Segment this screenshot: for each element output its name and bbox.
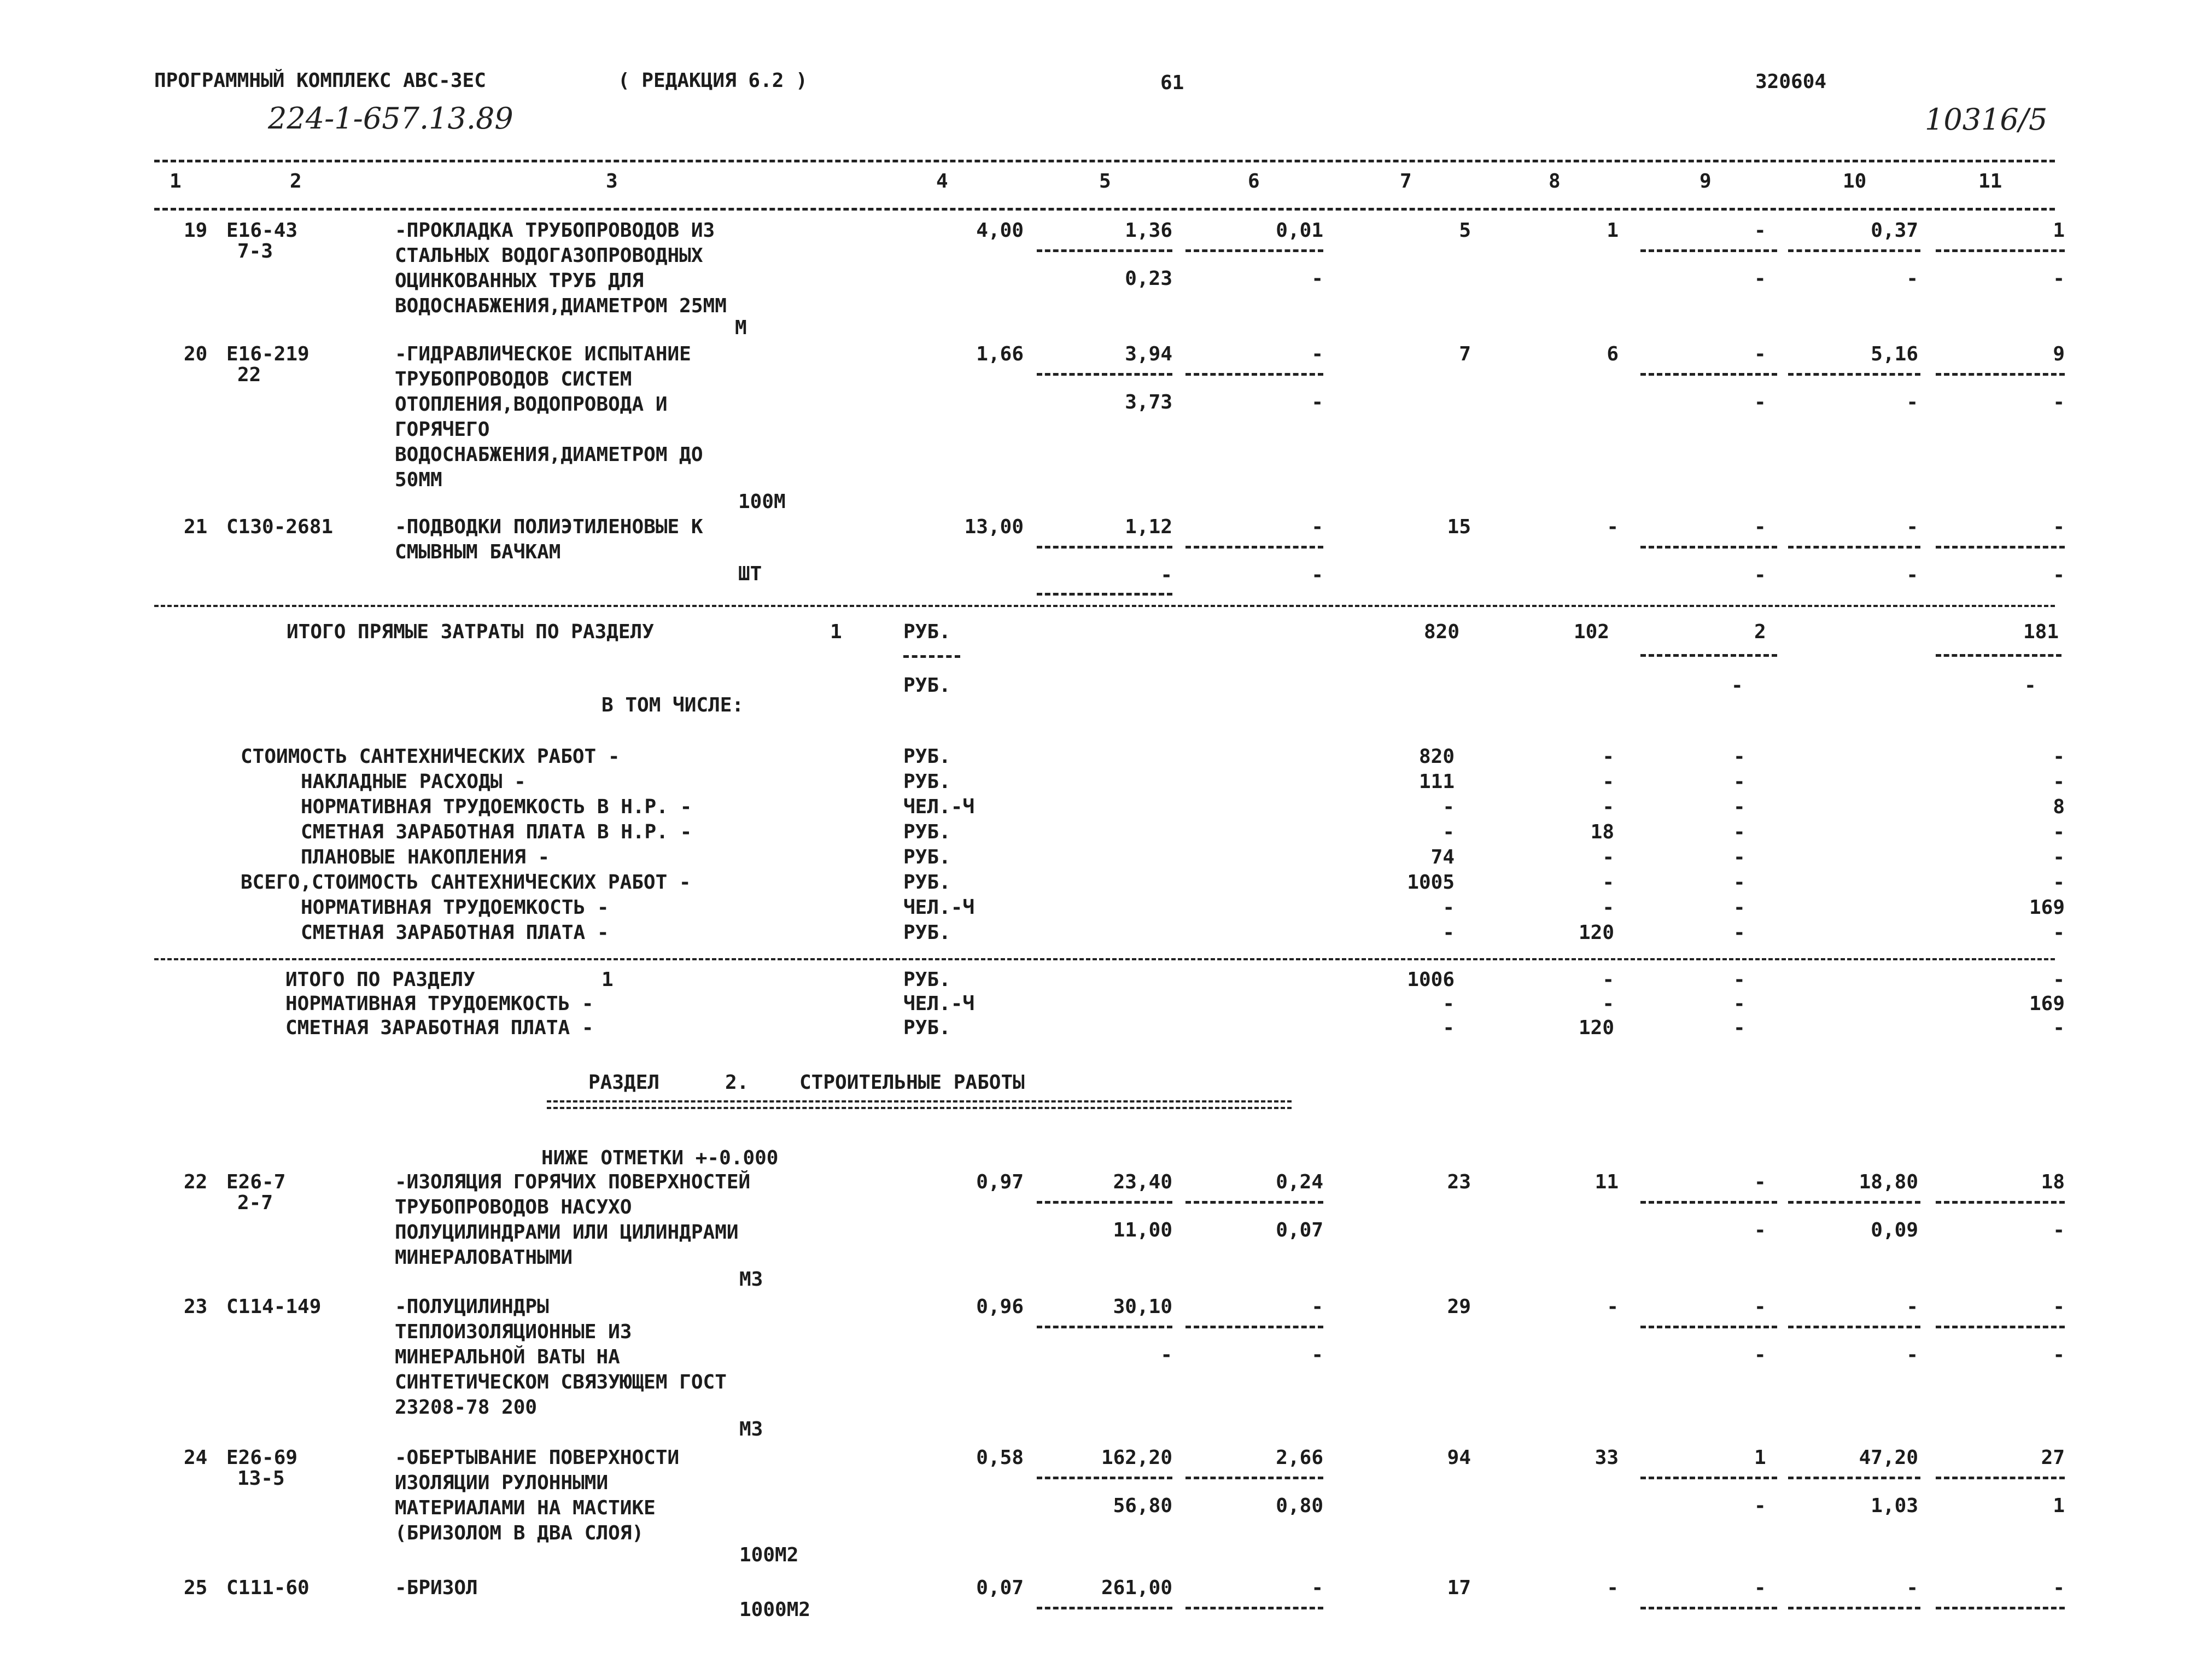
total-direct-col11-b: -	[2024, 674, 2036, 697]
row-rule-c6	[1185, 1201, 1323, 1204]
summary-col8: -	[1602, 796, 1614, 818]
total-direct-unit: РУБ.	[903, 621, 951, 643]
row-col-qty: 0,96	[976, 1296, 1024, 1318]
total-direct-col9: 2	[1754, 621, 1766, 643]
row-col-c6b: -	[1311, 391, 1323, 413]
summary-col7: -	[1442, 821, 1455, 843]
row-code: С130-2681	[226, 516, 334, 538]
row-description: -БРИЗОЛ	[395, 1577, 478, 1599]
total-direct-col11: 181	[2023, 621, 2059, 643]
row-col-c8: -	[1607, 516, 1619, 538]
summary-col7: 111	[1418, 771, 1455, 793]
row-description: СМЫВНЫМ БАЧКАМ	[395, 541, 561, 563]
total-direct-section: 1	[830, 621, 842, 643]
row-description: (БРИЗОЛОМ В ДВА СЛОЯ)	[395, 1522, 644, 1544]
row-rule-c6	[1185, 249, 1323, 252]
summary-col9: -	[1733, 896, 1745, 919]
row-description: ТЕПЛОИЗОЛЯЦИОННЫЕ ИЗ	[395, 1321, 632, 1343]
row-rule-c5-2	[1037, 593, 1172, 596]
section-total-col8: -	[1602, 969, 1614, 991]
column-header: 4	[936, 170, 948, 192]
row-rule-c11	[1936, 1326, 2065, 1328]
row-col-c5: 261,00	[1101, 1577, 1172, 1599]
column-header: 3	[606, 170, 618, 192]
section2-double-rule-top	[547, 1100, 1292, 1102]
row-unit: ШТ	[738, 563, 762, 585]
row-col-c9: -	[1754, 1171, 1766, 1193]
column-header: 8	[1549, 170, 1561, 192]
summary-col9: -	[1733, 846, 1745, 868]
summary-col9: -	[1733, 745, 1745, 768]
column-header: 11	[1978, 170, 2002, 192]
row-rule-c9	[1640, 1477, 1777, 1479]
summary-col7: -	[1442, 796, 1455, 818]
row-col-c7: 7	[1459, 343, 1471, 365]
row-code: Е26-7	[226, 1171, 286, 1193]
row-description: -ПОЛУЦИЛИНДРЫ	[395, 1296, 549, 1318]
row-rule-c10	[1788, 1607, 1920, 1609]
summary-col11: -	[2053, 846, 2065, 868]
column-header: 10	[1843, 170, 1867, 192]
row-col-c11b: 1	[2053, 1495, 2065, 1517]
row-col-c10: -	[1906, 516, 1918, 538]
edition-label: ( РЕДАКЦИЯ 6.2 )	[618, 69, 808, 92]
document-code: 320604	[1755, 71, 1827, 93]
section-total-label: ИТОГО ПО РАЗДЕЛУ	[285, 969, 475, 991]
header-bottom-rule	[154, 208, 2055, 211]
summary-col7: 74	[1430, 846, 1455, 868]
row-col-c11: 27	[2041, 1446, 2065, 1469]
row-rule-c5	[1037, 1201, 1172, 1204]
row-col-c10b: 0,09	[1871, 1219, 1918, 1241]
total-direct-col8: 102	[1574, 621, 1610, 643]
row-rule-c9	[1640, 373, 1777, 376]
row-col-qty: 0,58	[976, 1446, 1024, 1469]
summary-col7: -	[1442, 921, 1455, 944]
row-col-c6: 0,24	[1276, 1171, 1323, 1193]
row-col-c11b: -	[2053, 1344, 2065, 1366]
summary-unit: ЧЕЛ.-Ч	[903, 796, 975, 818]
row-col-c9: -	[1754, 1577, 1766, 1599]
summary-unit: РУБ.	[903, 821, 951, 843]
row-col-c9: 1	[1754, 1446, 1766, 1469]
row-col-c7: 23	[1447, 1171, 1471, 1193]
row-col-c11b: -	[2053, 267, 2065, 290]
row-rule-c6	[1185, 1326, 1323, 1328]
row-description: ОТОПЛЕНИЯ,ВОДОПРОВОДА И	[395, 393, 668, 416]
row-rule-c9	[1640, 1201, 1777, 1204]
row-col-c10: 5,16	[1871, 343, 1918, 365]
row-col-c10: -	[1906, 1296, 1918, 1318]
row-col-c6: 0,01	[1276, 219, 1323, 242]
total-direct-label: ИТОГО ПРЯМЫЕ ЗАТРАТЫ ПО РАЗДЕЛУ	[287, 621, 654, 643]
row-rule-c11	[1936, 1201, 2065, 1204]
summary-col11: -	[2053, 921, 2065, 944]
summary-col7: -	[1442, 896, 1455, 919]
row-number: 21	[184, 516, 208, 538]
row-code: С111-60	[226, 1577, 309, 1599]
row-description: -ПОДВОДКИ ПОЛИЭТИЛЕНОВЫЕ К	[395, 516, 703, 538]
section2-subheading: НИЖЕ ОТМЕТКИ +-0.000	[541, 1147, 779, 1169]
section-total-label: НОРМАТИВНАЯ ТРУДОЕМКОСТЬ -	[285, 993, 594, 1015]
summary-col8: -	[1602, 871, 1614, 894]
row-col-c5: 1,12	[1125, 516, 1172, 538]
row-col-c11: -	[2053, 516, 2065, 538]
section-total-rule	[154, 958, 2055, 960]
row-col-c5b: 3,73	[1125, 391, 1172, 413]
row-col-c10: 47,20	[1859, 1446, 1918, 1469]
row-col-c9b: -	[1754, 267, 1766, 290]
row-col-c11b: -	[2053, 391, 2065, 413]
row-col-c10: -	[1906, 1577, 1918, 1599]
row-col-c5b: -	[1160, 564, 1172, 586]
row-rule-c11	[1936, 1607, 2065, 1609]
section2-title: СТРОИТЕЛЬНЫЕ РАБОТЫ	[799, 1071, 1025, 1094]
column-header: 9	[1699, 170, 1712, 192]
handwritten-sheet-number: 10316/5	[1925, 102, 2048, 137]
row-rule-c6	[1185, 1607, 1323, 1609]
row-description: МАТЕРИАЛАМИ НА МАСТИКЕ	[395, 1497, 656, 1519]
total-direct-col7: 820	[1424, 621, 1460, 643]
summary-col9: -	[1733, 921, 1745, 944]
row-col-c5b: -	[1160, 1344, 1172, 1366]
row-col-c7: 5	[1459, 219, 1471, 242]
total-direct-col9-rule	[1640, 654, 1777, 657]
row-col-c9b: -	[1754, 564, 1766, 586]
summary-col11: 8	[2053, 796, 2065, 818]
row-rule-c9	[1640, 249, 1777, 252]
row-rule-c10	[1788, 249, 1920, 252]
total-direct-rule	[154, 605, 2055, 607]
section-total-col9: -	[1733, 1017, 1745, 1039]
summary-col8: -	[1602, 896, 1614, 919]
row-description: -ГИДРАВЛИЧЕСКОЕ ИСПЫТАНИЕ	[395, 343, 691, 365]
row-col-c9: -	[1754, 1296, 1766, 1318]
row-col-c10b: 1,03	[1871, 1495, 1918, 1517]
row-rule-c6	[1185, 373, 1323, 376]
section-total-label: СМЕТНАЯ ЗАРАБОТНАЯ ПЛАТА -	[285, 1017, 594, 1039]
row-unit: М	[735, 317, 747, 339]
row-unit: 100М	[738, 491, 786, 513]
row-col-c5: 1,36	[1125, 219, 1172, 242]
total-direct-col9-b: -	[1731, 674, 1743, 697]
row-unit: 1000М2	[739, 1599, 811, 1621]
row-col-c6: -	[1311, 516, 1323, 538]
row-description: -ОБЕРТЫВАНИЕ ПОВЕРХНОСТИ	[395, 1446, 680, 1469]
row-col-c10b: -	[1906, 1344, 1918, 1366]
row-code: С114-149	[226, 1296, 322, 1318]
summary-unit: РУБ.	[903, 871, 951, 894]
row-col-c9: -	[1754, 343, 1766, 365]
row-col-c6: -	[1311, 1296, 1323, 1318]
total-direct-unit-2: РУБ.	[903, 674, 951, 697]
row-description: ВОДОСНАБЖЕНИЯ,ДИАМЕТРОМ ДО	[395, 444, 703, 466]
row-rule-c10	[1788, 546, 1920, 549]
summary-col9: -	[1733, 796, 1745, 818]
row-col-qty: 1,66	[976, 343, 1024, 365]
row-col-c11: -	[2053, 1577, 2065, 1599]
row-description: -ПРОКЛАДКА ТРУБОПРОВОДОВ ИЗ	[395, 219, 715, 242]
row-description: СИНТЕТИЧЕСКОМ СВЯЗУЮЩЕМ ГОСТ	[395, 1371, 727, 1393]
row-col-qty: 4,00	[976, 219, 1024, 242]
row-rule-c11	[1936, 1477, 2065, 1479]
row-col-c8: 6	[1607, 343, 1619, 365]
summary-label: СТОИМОСТЬ САНТЕХНИЧЕСКИХ РАБОТ -	[241, 745, 620, 768]
row-description: ИЗОЛЯЦИИ РУЛОННЫМИ	[395, 1472, 609, 1494]
row-code: Е16-43	[226, 219, 298, 242]
row-col-c10: 18,80	[1859, 1171, 1918, 1193]
row-rule-c10	[1788, 1201, 1920, 1204]
row-number: 23	[184, 1296, 208, 1318]
row-col-c6b: -	[1311, 1344, 1323, 1366]
page-number: 61	[1160, 72, 1184, 94]
summary-col8: -	[1602, 745, 1614, 768]
row-col-c9b: -	[1754, 1495, 1766, 1517]
row-col-c5: 3,94	[1125, 343, 1172, 365]
section-total-col11: -	[2053, 969, 2065, 991]
summary-col11: 169	[2029, 896, 2065, 919]
summary-col11: -	[2053, 771, 2065, 793]
summary-col8: 120	[1578, 921, 1614, 944]
summary-col8: 18	[1590, 821, 1614, 843]
row-col-c8: -	[1607, 1577, 1619, 1599]
row-col-c11: 1	[2053, 219, 2065, 242]
row-col-c11b: -	[2053, 564, 2065, 586]
summary-label: ПЛАНОВЫЕ НАКОПЛЕНИЯ -	[301, 846, 550, 868]
row-code-sub: 7-3	[237, 240, 273, 262]
row-col-c8: 1	[1607, 219, 1619, 242]
summary-col9: -	[1733, 821, 1745, 843]
summary-col8: -	[1602, 846, 1614, 868]
row-col-c9b: -	[1754, 391, 1766, 413]
row-col-c5b: 11,00	[1113, 1219, 1172, 1241]
row-col-c11: 9	[2053, 343, 2065, 365]
row-col-c9: -	[1754, 219, 1766, 242]
summary-label: НАКЛАДНЫЕ РАСХОДЫ -	[301, 771, 526, 793]
row-col-c6b: 0,07	[1276, 1219, 1323, 1241]
row-col-c5b: 56,80	[1113, 1495, 1172, 1517]
row-unit: М3	[739, 1268, 763, 1291]
summary-unit: РУБ.	[903, 745, 951, 768]
row-number: 25	[184, 1577, 208, 1599]
row-description: МИНЕРАЛОВАТНЫМИ	[395, 1246, 573, 1269]
row-unit: М3	[739, 1418, 763, 1440]
column-header: 2	[290, 170, 302, 192]
section-total-col8: -	[1602, 993, 1614, 1015]
row-col-c5: 162,20	[1101, 1446, 1172, 1469]
column-header: 6	[1248, 170, 1260, 192]
row-rule-c5	[1037, 546, 1172, 549]
section-total-col9: -	[1733, 993, 1745, 1015]
row-col-qty: 0,07	[976, 1577, 1024, 1599]
summary-col9: -	[1733, 771, 1745, 793]
summary-col9: -	[1733, 871, 1745, 894]
summary-col8: -	[1602, 771, 1614, 793]
row-col-c5: 23,40	[1113, 1171, 1172, 1193]
summary-unit: РУБ.	[903, 921, 951, 944]
row-rule-c11	[1936, 249, 2065, 252]
summary-label: СМЕТНАЯ ЗАРАБОТНАЯ ПЛАТА -	[301, 921, 609, 944]
row-description: МИНЕРАЛЬНОЙ ВАТЫ НА	[395, 1346, 620, 1368]
row-rule-c5	[1037, 1607, 1172, 1609]
row-rule-c9	[1640, 1607, 1777, 1609]
row-number: 19	[184, 219, 208, 242]
row-code: Е16-219	[226, 343, 309, 365]
row-description: -ИЗОЛЯЦИЯ ГОРЯЧИХ ПОВЕРХНОСТЕЙ	[395, 1171, 751, 1193]
row-col-c6b: -	[1311, 267, 1323, 290]
section2-double-rule-bottom	[547, 1107, 1292, 1109]
column-header: 7	[1400, 170, 1412, 192]
row-col-c7: 94	[1447, 1446, 1471, 1469]
row-col-qty: 13,00	[964, 516, 1024, 538]
row-col-c10: 0,37	[1871, 219, 1918, 242]
section-total-col11: 169	[2029, 993, 2065, 1015]
row-col-c7: 29	[1447, 1296, 1471, 1318]
summary-label: НОРМАТИВНАЯ ТРУДОЕМКОСТЬ -	[301, 896, 609, 919]
row-description: 50ММ	[395, 469, 442, 491]
row-description: ОЦИНКОВАННЫХ ТРУБ ДЛЯ	[395, 270, 644, 292]
row-col-c8: -	[1607, 1296, 1619, 1318]
row-col-c11: -	[2053, 1296, 2065, 1318]
row-col-c9b: -	[1754, 1219, 1766, 1241]
program-name: ПРОГРАММНЫЙ КОМПЛЕКС АВС-3ЕС	[154, 69, 486, 92]
row-number: 22	[184, 1171, 208, 1193]
row-col-c8: 33	[1595, 1446, 1619, 1469]
row-col-c9: -	[1754, 516, 1766, 538]
row-rule-c10	[1788, 373, 1920, 376]
section-total-col9: -	[1733, 969, 1745, 991]
summary-col7: 1005	[1407, 871, 1455, 894]
row-col-c10b: -	[1906, 267, 1918, 290]
summary-unit: РУБ.	[903, 771, 951, 793]
row-col-c7: 15	[1447, 516, 1471, 538]
summary-unit: РУБ.	[903, 846, 951, 868]
summary-label: ВСЕГО,СТОИМОСТЬ САНТЕХНИЧЕСКИХ РАБОТ -	[241, 871, 691, 894]
row-rule-c9	[1640, 1326, 1777, 1328]
row-col-c11b: -	[2053, 1219, 2065, 1241]
row-col-c10b: -	[1906, 391, 1918, 413]
summary-label: СМЕТНАЯ ЗАРАБОТНАЯ ПЛАТА В Н.Р. -	[301, 821, 692, 843]
row-col-c9b: -	[1754, 1344, 1766, 1366]
row-col-c11: 18	[2041, 1171, 2065, 1193]
row-rule-c6	[1185, 546, 1323, 549]
section-total-col7: -	[1442, 1017, 1455, 1039]
section-total-unit: РУБ.	[903, 969, 951, 991]
summary-unit: ЧЕЛ.-Ч	[903, 896, 975, 919]
summary-col11: -	[2053, 745, 2065, 768]
row-rule-c9	[1640, 546, 1777, 549]
row-col-c6: -	[1311, 1577, 1323, 1599]
summary-col7: 820	[1418, 745, 1455, 768]
row-col-c5: 30,10	[1113, 1296, 1172, 1318]
row-rule-c5	[1037, 1477, 1172, 1479]
row-rule-c11	[1936, 546, 2065, 549]
row-rule-c10	[1788, 1326, 1920, 1328]
row-rule-c5	[1037, 1326, 1172, 1328]
row-col-c6b: -	[1311, 564, 1323, 586]
section-total-unit: РУБ.	[903, 1017, 951, 1039]
row-description: ТРУБОПРОВОДОВ СИСТЕМ	[395, 368, 632, 390]
row-description: 23208-78 200	[395, 1396, 538, 1419]
row-description: ГОРЯЧЕГО	[395, 418, 490, 441]
row-code-sub: 2-7	[237, 1192, 273, 1214]
section-total-col11: -	[2053, 1017, 2065, 1039]
summary-col11: -	[2053, 821, 2065, 843]
including-label: В ТОМ ЧИСЛЕ:	[601, 694, 744, 716]
row-col-c6: -	[1311, 343, 1323, 365]
row-code: Е26-69	[226, 1446, 298, 1469]
handwritten-project-number: 224-1-657.13.89	[268, 101, 513, 136]
section-total-col8: 120	[1578, 1017, 1614, 1039]
row-description: ПОЛУЦИЛИНДРАМИ ИЛИ ЦИЛИНДРАМИ	[395, 1221, 739, 1244]
section-total-section: 1	[601, 969, 614, 991]
row-rule-c11	[1936, 373, 2065, 376]
row-description: СТАЛЬНЫХ ВОДОГАЗОПРОВОДНЫХ	[395, 244, 703, 267]
row-col-c6: 2,66	[1276, 1446, 1323, 1469]
row-code-sub: 13-5	[237, 1467, 285, 1490]
row-col-c5b: 0,23	[1125, 267, 1172, 290]
section2-number: 2.	[725, 1071, 749, 1094]
row-col-c8: 11	[1595, 1171, 1619, 1193]
row-description: ТРУБОПРОВОДОВ НАСУХО	[395, 1196, 632, 1218]
row-code-sub: 22	[237, 364, 261, 386]
total-direct-col11-rule	[1936, 654, 2061, 657]
row-rule-c5	[1037, 373, 1172, 376]
summary-col11: -	[2053, 871, 2065, 894]
row-col-c7: 17	[1447, 1577, 1471, 1599]
row-rule-c10	[1788, 1477, 1920, 1479]
row-number: 20	[184, 343, 208, 365]
total-direct-unit-underline	[903, 655, 960, 658]
row-col-qty: 0,97	[976, 1171, 1024, 1193]
section-total-col7: -	[1442, 993, 1455, 1015]
summary-label: НОРМАТИВНАЯ ТРУДОЕМКОСТЬ В Н.Р. -	[301, 796, 692, 818]
row-rule-c6	[1185, 1477, 1323, 1479]
header-top-rule	[154, 160, 2055, 162]
section-total-unit: ЧЕЛ.-Ч	[903, 993, 975, 1015]
column-header: 1	[170, 170, 182, 192]
row-description: ВОДОСНАБЖЕНИЯ,ДИАМЕТРОМ 25ММ	[395, 295, 727, 317]
row-col-c6b: 0,80	[1276, 1495, 1323, 1517]
section2-label: РАЗДЕЛ	[588, 1071, 660, 1094]
row-rule-c5	[1037, 249, 1172, 252]
row-number: 24	[184, 1446, 208, 1469]
section-total-col7: 1006	[1407, 969, 1455, 991]
column-header: 5	[1099, 170, 1111, 192]
row-unit: 100М2	[739, 1544, 799, 1566]
row-col-c10b: -	[1906, 564, 1918, 586]
